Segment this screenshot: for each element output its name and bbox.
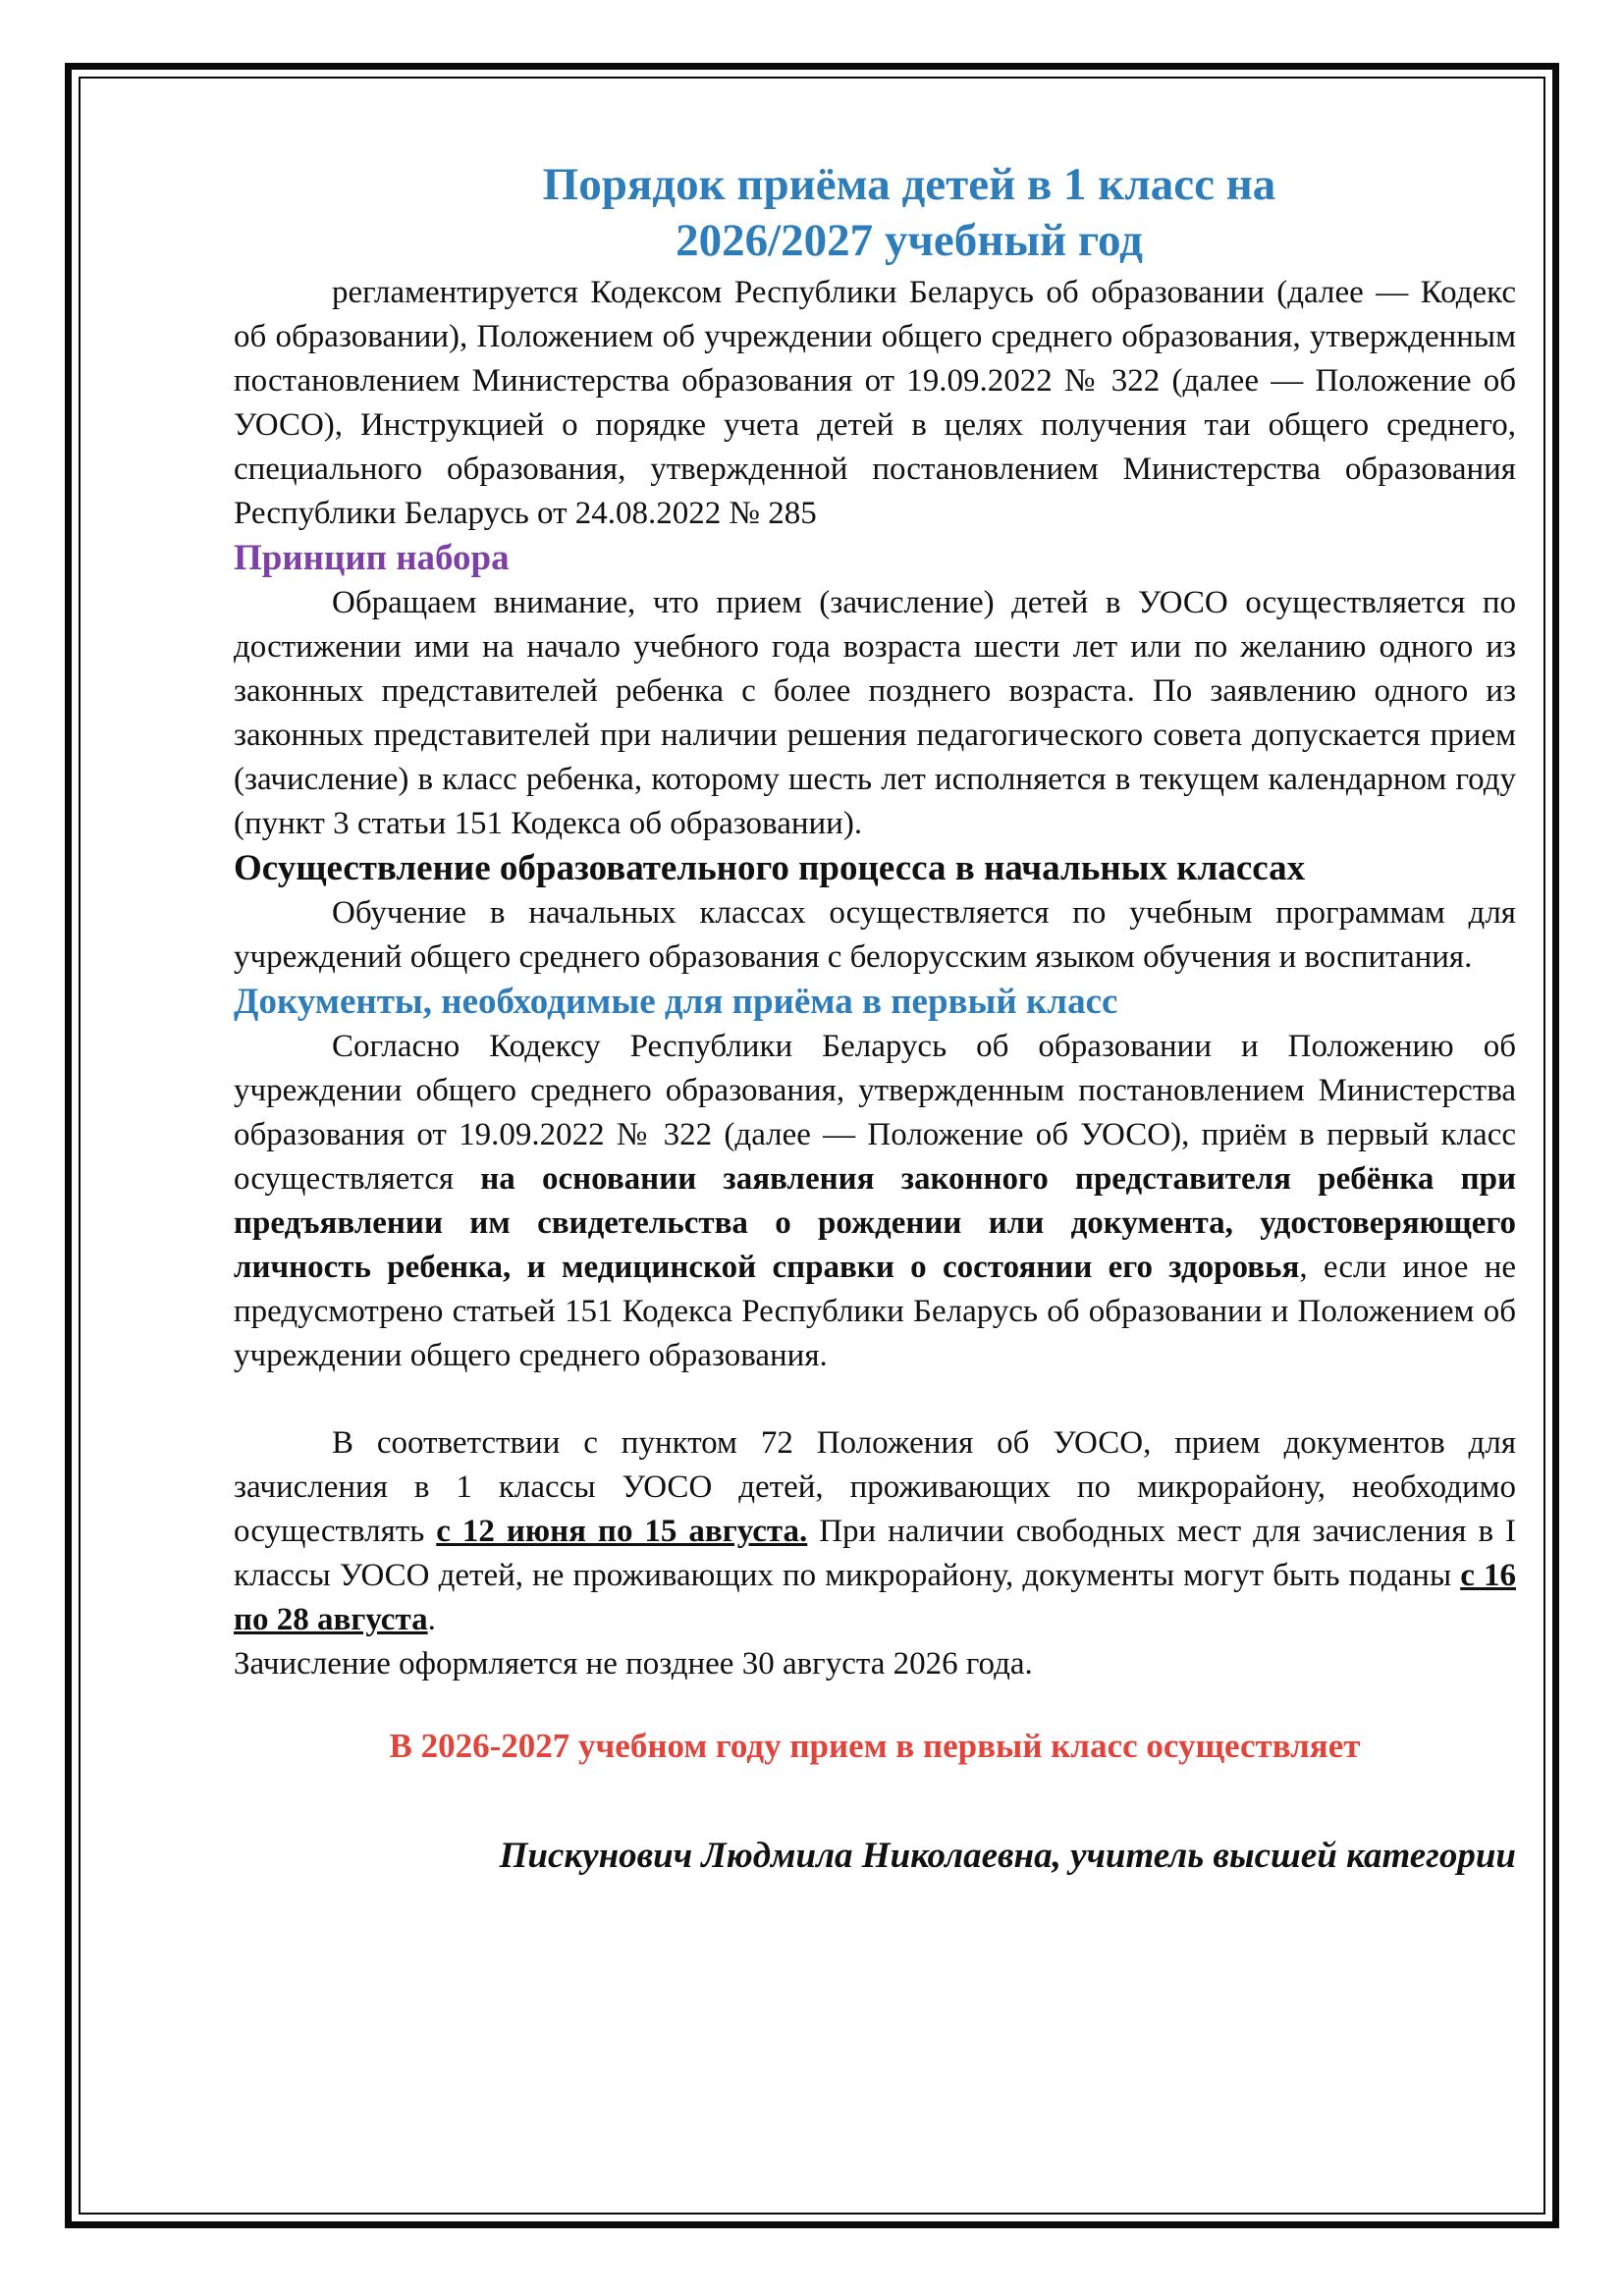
document-title (234, 157, 1516, 269)
spacer (234, 1378, 1516, 1421)
documents-text-before: Согласно Кодексу Республики Беларусь об образовании и Положению об учреждении общего среднего образования, утвержденным постановлением Министерства образования от 19.09.2022 № 322 (далее — Положение об УОСО), приём в первый класс осуществляется (234, 1029, 1516, 1197)
documents-text-after: , если иное не предусмотрено статьей 151 Кодекса Республики Беларусь об образовании и Положением об учреждении общего среднего образования. (234, 1250, 1516, 1373)
deadlines-paragraph (234, 1421, 1516, 1642)
enrollment-deadline-line: Зачисление оформляется не позднее 30 августа 2026 года. (234, 1646, 1033, 1682)
intro-paragraph: регламентируется Кодексом Республики Беларусь об образовании (далее — Кодекс об образовании), Положением об учреждении общего среднего образования, утвержденным постановлением Министерства образования от 19.09.2022 № 322 (далее — Положение об УОСО), Инструкцией о порядке учета детей в целях получения таи общего среднего, специального образования, утвержденной постановлением Министерства образования Республики Беларусь от 24.08.2022 № 285 (234, 275, 1516, 531)
process-paragraph: Обучение в начальных классах осуществляется по учебным программам для учреждений общего среднего образования с белорусским языком обучения и воспитания. (234, 895, 1516, 975)
deadlines-text-2: При наличии свободных мест для зачисления в I классы УОСО детей, не проживающих по микрорайону, документы могут быть поданы (234, 1514, 1516, 1593)
deadlines-text-1: В соответствии с пунктом 72 Положения об УОСО, прием документов для зачисления в 1 классы УОСО детей, проживающих по микрорайону, необходимо осуществлять (234, 1425, 1516, 1549)
title-line-2: 2026/2027 учебный год (676, 215, 1143, 266)
deadline-date-1: с 12 июня по 15 августа. (436, 1514, 808, 1549)
deadline-date-2: с 16 по 28 августа (234, 1558, 1516, 1637)
admission-note: В 2026-2027 учебном году прием в первый класс осуществляет (389, 1727, 1361, 1765)
teacher-name: Пискунович Людмила Николаевна, учитель высшей категории (499, 1836, 1516, 1876)
section-heading-process: Осуществление образовательного процесса в начальных классах (234, 848, 1306, 888)
documents-paragraph (234, 1025, 1516, 1378)
principle-paragraph: Обращаем внимание, что прием (зачисление) детей в УОСО осуществляется по достижении ими на начало учебного года возраста шести лет или по желанию одного из законных представителей ребенка с более позднего возраста. По заявлению одного из законных представителей при наличии решения педагогического совета допускается прием (зачисление) в класс ребенка, которому шесть лет исполняется в текущем календарном году (пункт 3 статьи 151 Кодекса об образовании). (234, 585, 1516, 841)
title-line-1: Порядок приёма детей в 1 класс на (542, 159, 1276, 210)
document-body (234, 157, 1516, 1879)
deadlines-text-3: . (427, 1602, 436, 1637)
section-heading-principle: Принцип набора (234, 538, 510, 578)
section-heading-documents: Документы, необходимые для приёма в первый класс (234, 982, 1118, 1022)
documents-text-bold: на основании заявления законного представителя ребёнка при предъявлении им свидетельства о рождении или документа, удостоверяющего личность ребенка, и медицинской справки о состоянии его здоровья (234, 1161, 1517, 1285)
